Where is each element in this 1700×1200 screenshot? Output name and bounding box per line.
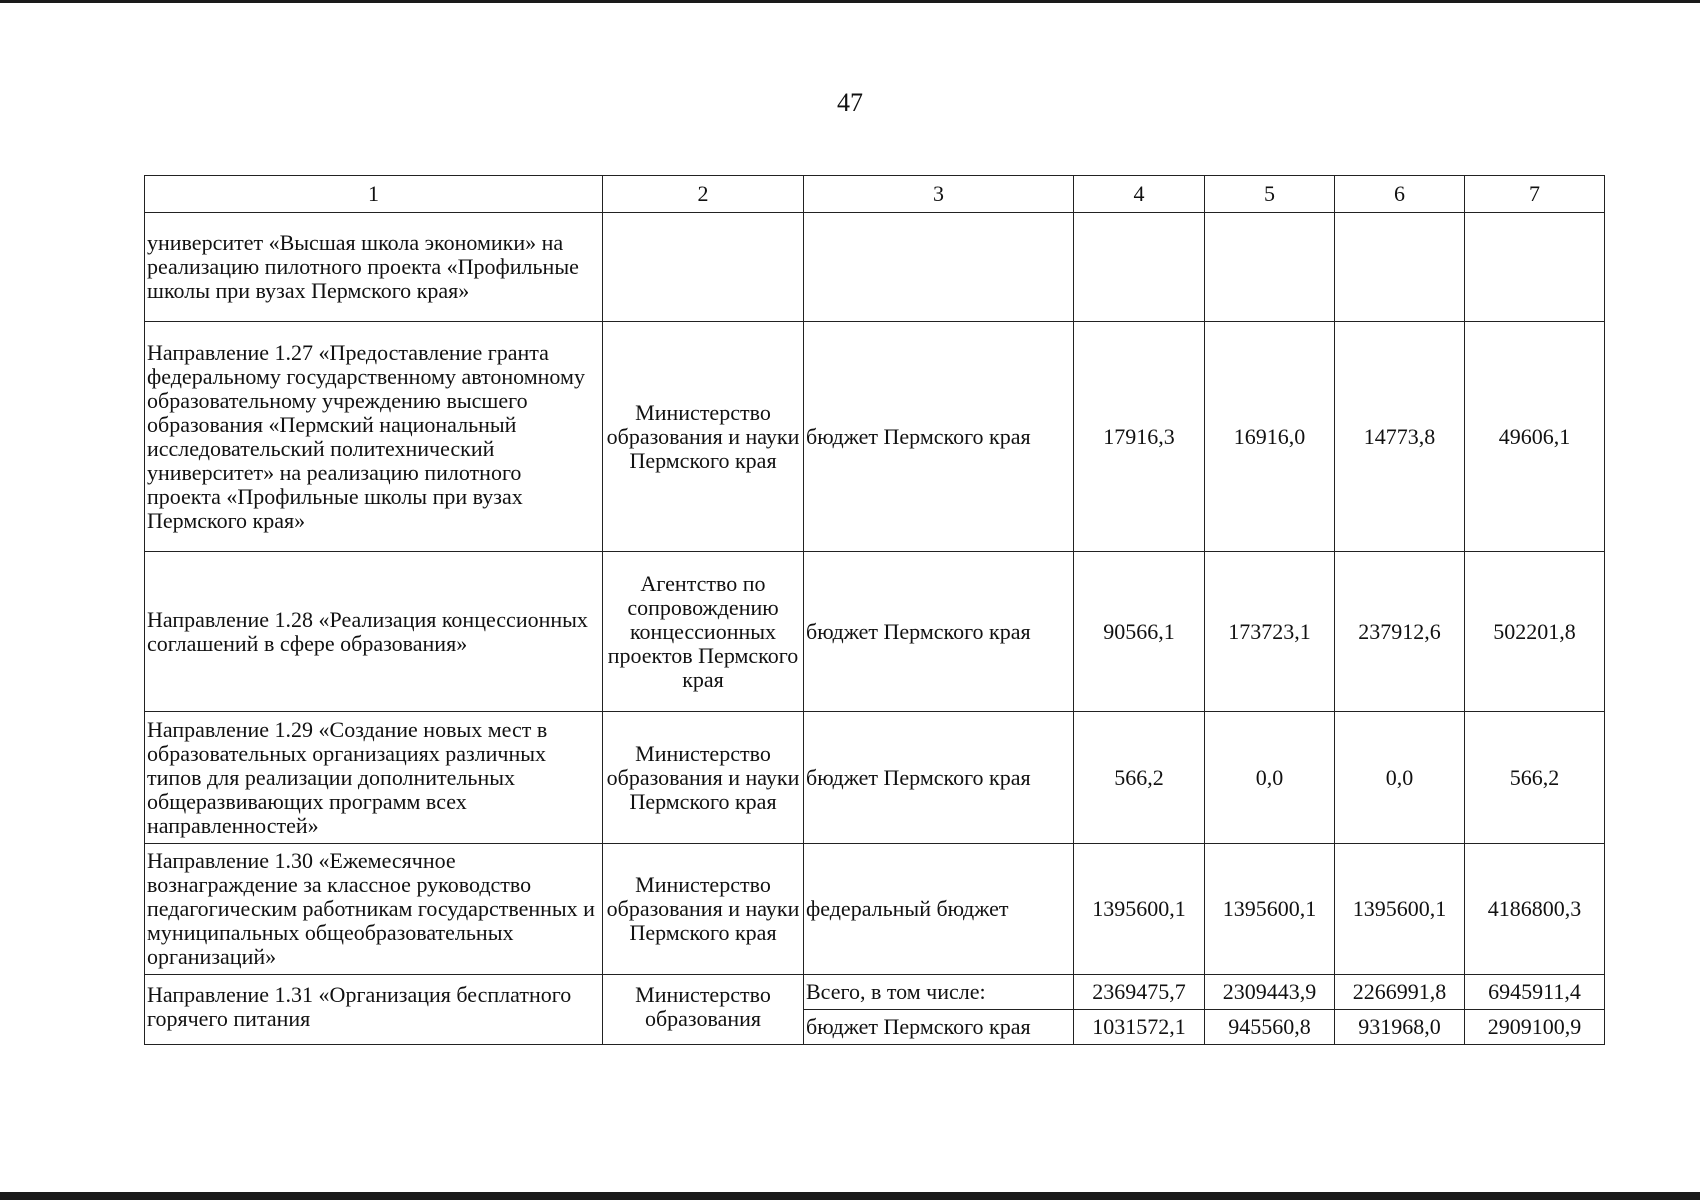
- row-value-6: 1395600,1: [1335, 844, 1465, 975]
- row-value-6: 237912,6: [1335, 552, 1465, 712]
- header-col-1: 1: [145, 176, 603, 213]
- row-agency: Агентство по сопровождению концессионных проектов Пермского края: [603, 552, 804, 712]
- row-source: Всего, в том числе:: [804, 975, 1074, 1010]
- row-value-7: 502201,8: [1465, 552, 1605, 712]
- row-agency: Министерство образования и науки Пермского края: [603, 712, 804, 844]
- row-agency: Министерство образования: [603, 975, 804, 1045]
- row-value-5: 0,0: [1205, 712, 1335, 844]
- table-row: [145, 844, 1605, 975]
- row-value-6: 2266991,8: [1335, 975, 1465, 1010]
- row-value-6: 14773,8: [1335, 322, 1465, 552]
- row-value-7: 6945911,4: [1465, 975, 1605, 1010]
- row-value-4: [1074, 213, 1205, 322]
- row-value-5: 1395600,1: [1205, 844, 1335, 975]
- page-number: 47: [837, 88, 863, 117]
- row-agency: [603, 213, 804, 322]
- table-row: [145, 552, 1605, 712]
- table-row: [145, 322, 1605, 552]
- row-source: бюджет Пермского края: [804, 712, 1074, 844]
- header-col-5: 5: [1205, 176, 1335, 213]
- row-source: федеральный бюджет: [804, 844, 1074, 975]
- row-agency: Министерство образования и науки Пермского края: [603, 844, 804, 975]
- row-value-6: 0,0: [1335, 712, 1465, 844]
- row-source: [804, 213, 1074, 322]
- row-value-6: [1335, 213, 1465, 322]
- scan-top-edge: [0, 0, 1700, 3]
- table-row: [145, 712, 1605, 844]
- row-value-5: 2309443,9: [1205, 975, 1335, 1010]
- row-value-4: 566,2: [1074, 712, 1205, 844]
- row-name: Направление 1.27 «Предоставление гранта федеральному государственному автономному образовательному учреждению высшего образования «Пермский национальный исследовательский политехнический университет» на реализацию пилотного проекта «Профильные школы при вузах Пермского края»: [145, 322, 603, 552]
- row-value-7: [1465, 213, 1605, 322]
- budget-table: [144, 175, 1605, 1045]
- row-name: университет «Высшая школа экономики» на реализацию пилотного проекта «Профильные школы при вузах Пермского края»: [145, 213, 603, 322]
- row-value-5: 16916,0: [1205, 322, 1335, 552]
- row-value-4: 1031572,1: [1074, 1010, 1205, 1045]
- row-name: Направление 1.30 «Ежемесячное вознаграждение за классное руководство педагогическим работникам государственных и муниципальных общеобразовательных организаций»: [145, 844, 603, 975]
- scan-bottom-edge: [0, 1192, 1700, 1200]
- header-col-3: 3: [804, 176, 1074, 213]
- row-value-5: 173723,1: [1205, 552, 1335, 712]
- row-value-5: 945560,8: [1205, 1010, 1335, 1045]
- row-value-7: 2909100,9: [1465, 1010, 1605, 1045]
- row-source: бюджет Пермского края: [804, 1010, 1074, 1045]
- header-col-6: 6: [1335, 176, 1465, 213]
- row-value-5: [1205, 213, 1335, 322]
- table-row: [145, 975, 1605, 1010]
- header-row: [145, 176, 1605, 213]
- row-value-6: 931968,0: [1335, 1010, 1465, 1045]
- row-value-4: 2369475,7: [1074, 975, 1205, 1010]
- row-name: Направление 1.31 «Организация бесплатного горячего питания: [145, 975, 603, 1045]
- header-col-4: 4: [1074, 176, 1205, 213]
- row-source: бюджет Пермского края: [804, 552, 1074, 712]
- row-name: Направление 1.29 «Создание новых мест в образовательных организациях различных типов для реализации дополнительных общеразвивающих программ всех направленностей»: [145, 712, 603, 844]
- row-value-4: 17916,3: [1074, 322, 1205, 552]
- row-value-7: 566,2: [1465, 712, 1605, 844]
- row-source: бюджет Пермского края: [804, 322, 1074, 552]
- header-col-7: 7: [1465, 176, 1605, 213]
- table-row: [145, 213, 1605, 322]
- row-agency: Министерство образования и науки Пермского края: [603, 322, 804, 552]
- row-name: Направление 1.28 «Реализация концессионных соглашений в сфере образования»: [145, 552, 603, 712]
- row-value-7: 49606,1: [1465, 322, 1605, 552]
- row-value-7: 4186800,3: [1465, 844, 1605, 975]
- row-value-4: 90566,1: [1074, 552, 1205, 712]
- row-value-4: 1395600,1: [1074, 844, 1205, 975]
- header-col-2: 2: [603, 176, 804, 213]
